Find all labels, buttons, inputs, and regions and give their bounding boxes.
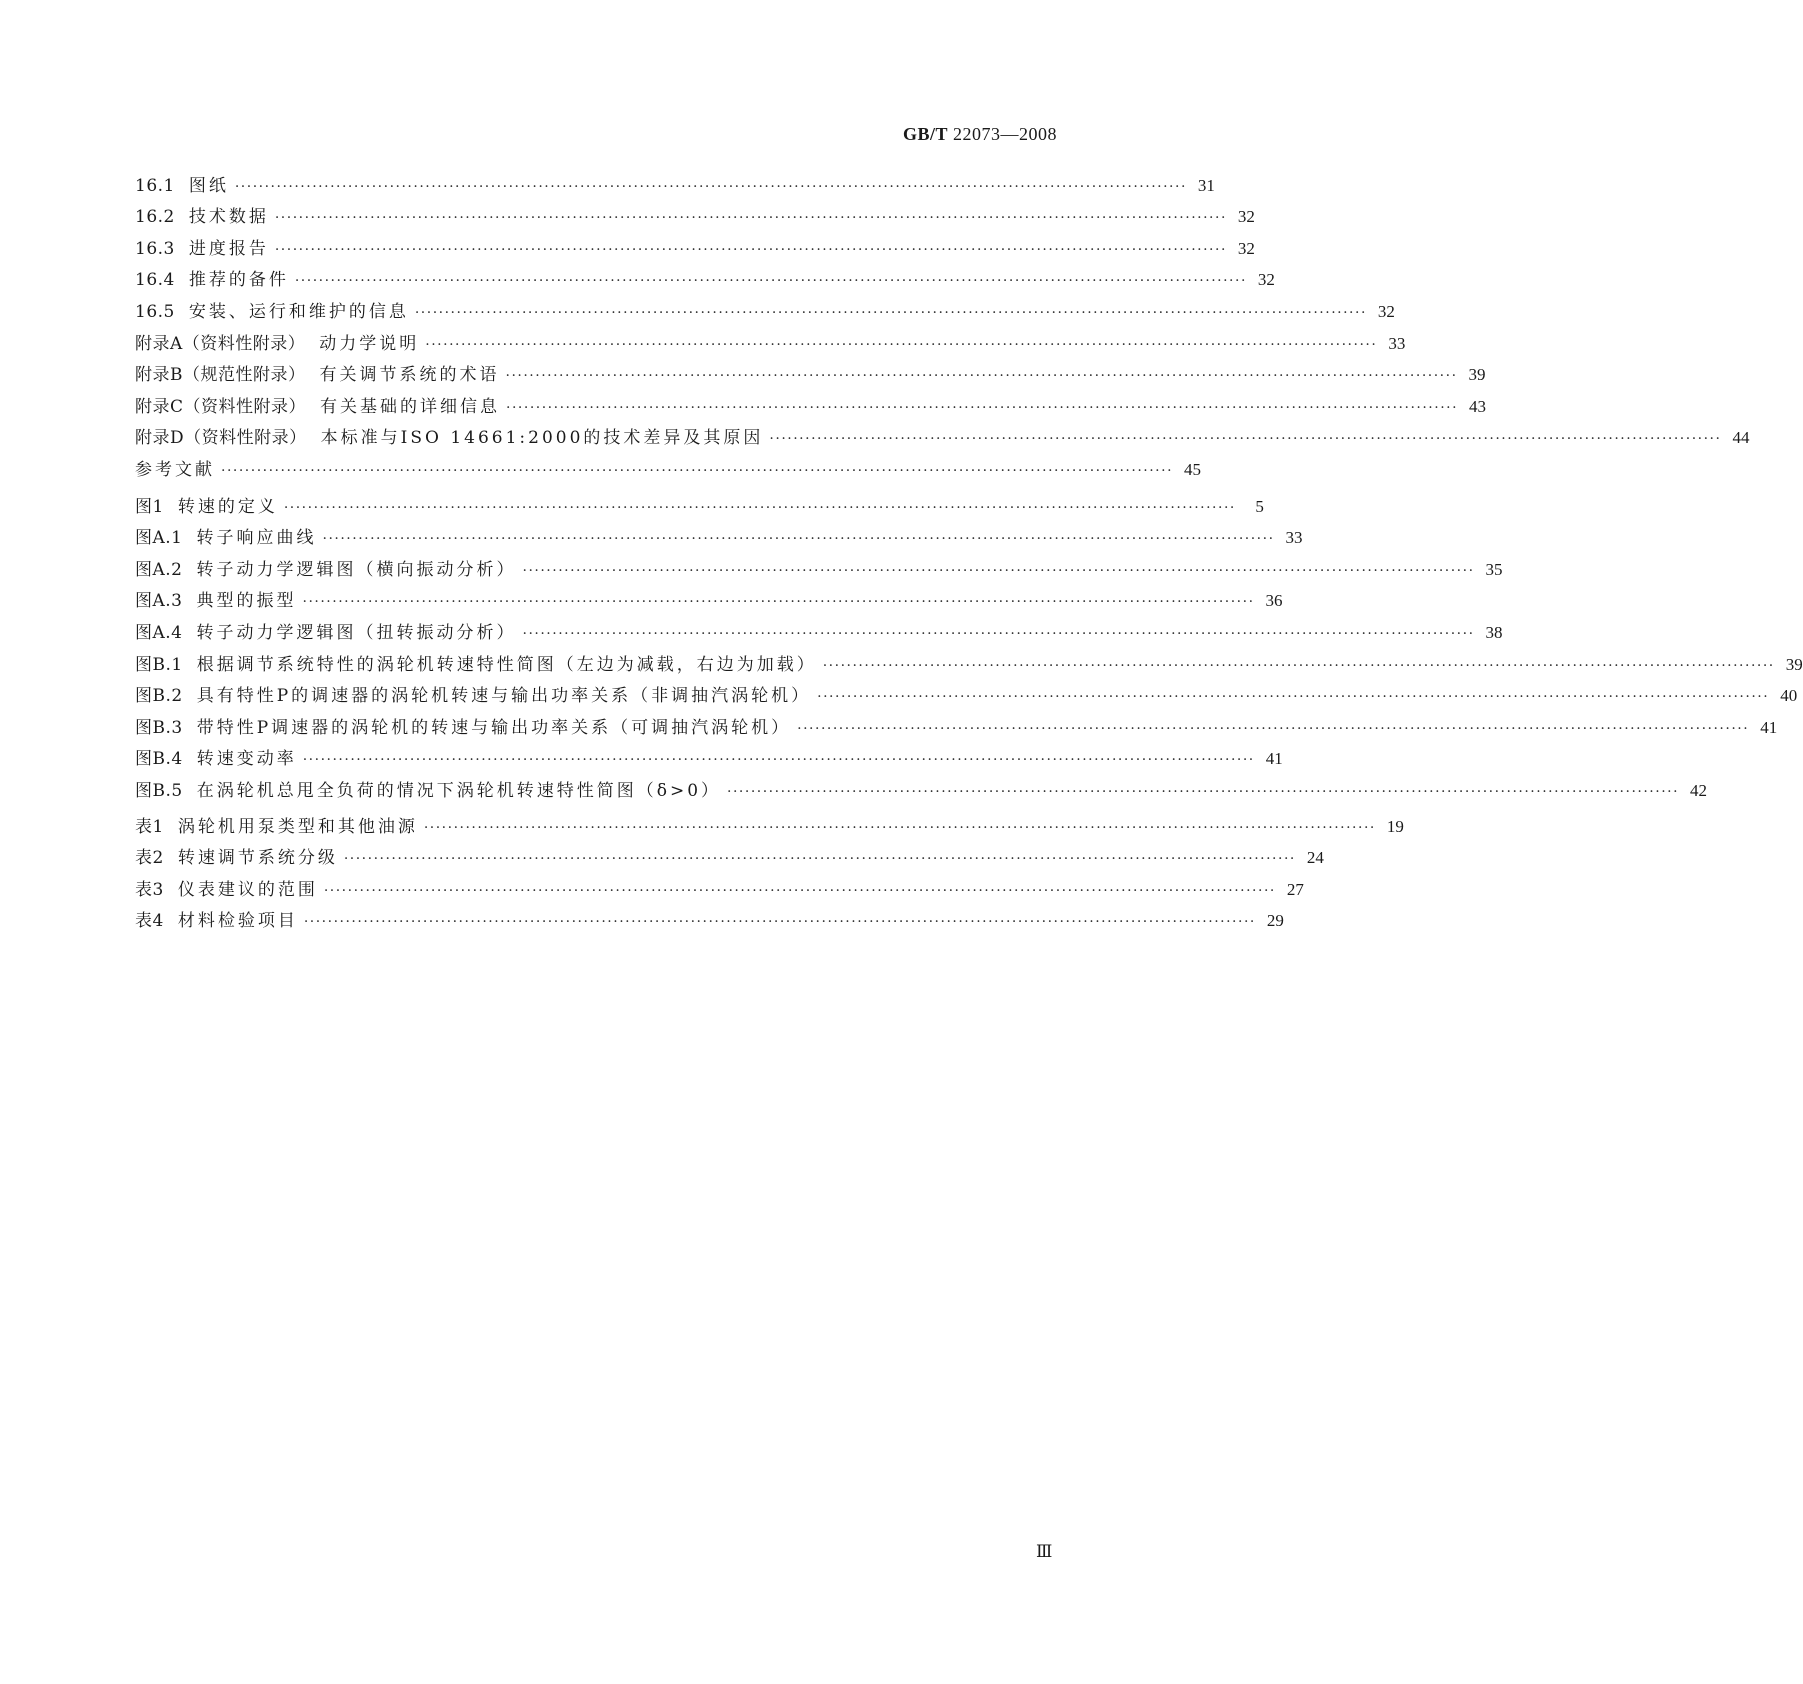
toc-entry-number: 附录A（资料性附录） (135, 333, 306, 354)
toc-entry[interactable] (135, 805, 1404, 837)
toc-entry[interactable] (135, 354, 1486, 386)
toc-entry-title: 转子响应曲线 (196, 528, 317, 549)
toc-entry-page: 42 (1690, 780, 1708, 800)
toc-entry-title: 安装、运行和维护的信息 (188, 301, 409, 322)
toc-entry[interactable] (135, 611, 1503, 643)
toc-entry-number: 图B.3 (135, 717, 183, 738)
standard-number (903, 124, 1057, 145)
toc-entry-page: 40 (1780, 686, 1798, 706)
toc-entry-page: 38 (1485, 622, 1503, 642)
toc-entry-title: 根据调节系统特性的涡轮机转速特性简图（左边为减载，右边为加载） (196, 654, 817, 675)
toc-dot-leader: ································································································································································ (294, 273, 1247, 290)
toc-entry[interactable] (135, 548, 1503, 580)
toc-entry[interactable] (135, 769, 1708, 801)
toc-entry-number: 图A.2 (135, 559, 183, 580)
toc-entry-number: 图B.4 (135, 749, 183, 770)
toc-entry-title: 带特性P调速器的涡轮机的转速与输出功率关系（可调抽汽涡轮机） (196, 717, 792, 738)
toc-entry-title: 转速的定义 (177, 496, 278, 517)
toc-entry[interactable] (135, 675, 1798, 707)
toc-dot-leader: ································································································································································ (425, 336, 1378, 353)
standard-prefix: GB/T (902, 124, 948, 144)
toc-entry-title: 具有特性P的调速器的涡轮机转速与输出功率关系（非调抽汽涡轮机） (196, 686, 812, 707)
toc-dot-leader: ································································································································································ (817, 689, 1770, 706)
toc-entry-page: 32 (1377, 301, 1395, 321)
toc-entry[interactable] (135, 738, 1283, 770)
toc-entry-number: 附录B（规范性附录） (135, 365, 306, 386)
toc-entry[interactable] (135, 900, 1284, 932)
toc-entry-number: 图B.1 (135, 654, 183, 675)
toc-entry-number: 16.4 (135, 270, 175, 291)
toc-entry-page: 39 (1468, 365, 1486, 385)
toc-entry[interactable] (135, 868, 1304, 900)
toc-entry-number: 图B.5 (135, 780, 183, 801)
toc-entry[interactable] (135, 322, 1406, 354)
toc-entry-title: 进度报告 (188, 238, 269, 259)
page-number: Ⅲ (1036, 1542, 1053, 1561)
toc-entry-number: 16.1 (135, 175, 175, 196)
toc-entry-title: 本标准与ISO 14661:2000的技术差异及其原因 (320, 428, 764, 449)
toc-entry-number: 16.2 (135, 207, 175, 228)
toc-entry-page: 39 (1785, 654, 1803, 674)
toc-figures (135, 485, 1803, 801)
toc-entry[interactable] (135, 417, 1750, 449)
toc-dot-leader: ································································································································································ (769, 431, 1722, 448)
toc-entry-title: 有关调节系统的术语 (319, 365, 500, 386)
toc-dot-leader: ································································································································································ (727, 783, 1680, 800)
toc-entry[interactable] (135, 485, 1264, 517)
toc-entry-title: 推荐的备件 (188, 270, 289, 291)
toc-entry-number: 表3 (135, 879, 164, 900)
toc-dot-leader: ································································································································································ (343, 851, 1296, 868)
toc-dot-leader: ································································································································································ (522, 625, 1475, 642)
toc-dot-leader: ································································································································································ (323, 882, 1276, 899)
toc-entry-page: 36 (1265, 591, 1283, 611)
toc-entry-title: 转子动力学逻辑图（横向振动分析） (196, 559, 517, 580)
toc-entry-title: 图纸 (188, 175, 229, 196)
toc-entry-page: 24 (1306, 848, 1324, 868)
toc-entry-number: 16.5 (135, 301, 175, 322)
toc-entry-page: 33 (1285, 528, 1303, 548)
toc-entry-number: 表4 (135, 911, 164, 932)
toc-entry[interactable] (135, 227, 1255, 259)
toc-entry-page: 41 (1760, 717, 1778, 737)
toc-dot-leader: ································································································································································ (303, 914, 1256, 931)
toc-entry-number: 16.3 (135, 238, 175, 259)
toc-dot-leader: ································································································································································ (797, 720, 1750, 737)
toc-entry-title: 有关基础的详细信息 (320, 396, 501, 417)
toc-dot-leader: ································································································································································ (423, 819, 1376, 836)
toc-entry[interactable] (135, 706, 1778, 738)
toc-entry-title: 仪表建议的范围 (177, 879, 318, 900)
toc-dot-leader: ································································································································································ (822, 657, 1775, 674)
toc-entry-page: 35 (1485, 559, 1503, 579)
toc-entry-number: 表2 (135, 848, 164, 869)
toc-entry-page: 41 (1265, 749, 1283, 769)
toc-entry-title: 材料检验项目 (177, 911, 298, 932)
toc-entry[interactable] (135, 385, 1487, 417)
toc-dot-leader: ································································································································································ (414, 304, 1367, 321)
toc-entry-page: 32 (1257, 270, 1275, 290)
toc-entry-title: 典型的振型 (196, 591, 297, 612)
toc-entry-title: 转子动力学逻辑图（扭转振动分析） (196, 622, 517, 643)
toc-entry-number: 表1 (135, 816, 164, 837)
toc-dot-leader: ································································································································································ (283, 499, 1236, 516)
toc-entry[interactable] (135, 259, 1275, 291)
toc-entry-page: 45 (1184, 459, 1202, 479)
toc-tables (135, 805, 1404, 932)
toc-entry-title: 转速变动率 (196, 749, 297, 770)
toc-entry-number: 图B.2 (135, 686, 183, 707)
toc-dot-leader: ································································································································································ (522, 562, 1475, 579)
toc-dot-leader: ································································································································································ (274, 241, 1227, 258)
toc-entry[interactable] (135, 837, 1324, 869)
toc-dot-leader: ································································································································································ (505, 368, 1458, 385)
toc-entry-number: 图A.4 (135, 622, 183, 643)
toc-entry-page: 43 (1469, 396, 1487, 416)
toc-entry[interactable] (135, 196, 1255, 228)
toc-entry-title: 参考文献 (135, 459, 215, 480)
toc-entry-number: 附录D（资料性附录） (135, 428, 307, 449)
toc-entry[interactable] (135, 448, 1202, 480)
toc-entry-number: 附录C（资料性附录） (135, 396, 307, 417)
toc-dot-leader: ································································································································································ (234, 178, 1187, 195)
toc-entry-page: 44 (1732, 428, 1750, 448)
toc-dot-leader: ································································································································································ (274, 210, 1227, 227)
toc-entry[interactable] (135, 517, 1303, 549)
toc-entry[interactable] (135, 290, 1395, 322)
standard-code: 22073—2008 (948, 124, 1057, 144)
toc-dot-leader: ································································································································································ (302, 594, 1255, 611)
toc-entry-title: 在涡轮机总甩全负荷的情况下涡轮机转速特性简图（δ>0） (196, 780, 722, 801)
toc-dot-leader: ································································································································································ (302, 752, 1255, 769)
toc-entry-page: 29 (1266, 911, 1284, 931)
toc-entry-number: 图1 (135, 496, 164, 517)
toc-entry-page: 32 (1237, 238, 1255, 258)
toc-entry-title: 动力学说明 (319, 333, 420, 354)
toc-entry-page: 27 (1286, 879, 1304, 899)
toc-entry-page: 32 (1237, 207, 1255, 227)
toc-entry-page: 33 (1388, 333, 1406, 353)
toc-entry-number: 图A.1 (135, 528, 183, 549)
toc-entry[interactable] (135, 643, 1803, 675)
toc-dot-leader: ································································································································································ (506, 399, 1459, 416)
toc-dot-leader: ································································································································································ (221, 462, 1174, 479)
toc-entry-title: 涡轮机用泵类型和其他油源 (177, 816, 418, 837)
toc-contents (135, 164, 1750, 480)
toc-dot-leader: ································································································································································ (322, 531, 1275, 548)
toc-entry[interactable] (135, 580, 1283, 612)
toc-entry[interactable] (135, 164, 1215, 196)
toc-entry-page: 5 (1255, 496, 1264, 516)
toc-entry-page: 31 (1197, 175, 1215, 195)
toc-entry-number: 图A.3 (135, 591, 183, 612)
toc-entry-title: 转速调节系统分级 (177, 848, 338, 869)
toc-entry-page: 19 (1386, 816, 1404, 836)
toc-entry-title: 技术数据 (188, 207, 269, 228)
